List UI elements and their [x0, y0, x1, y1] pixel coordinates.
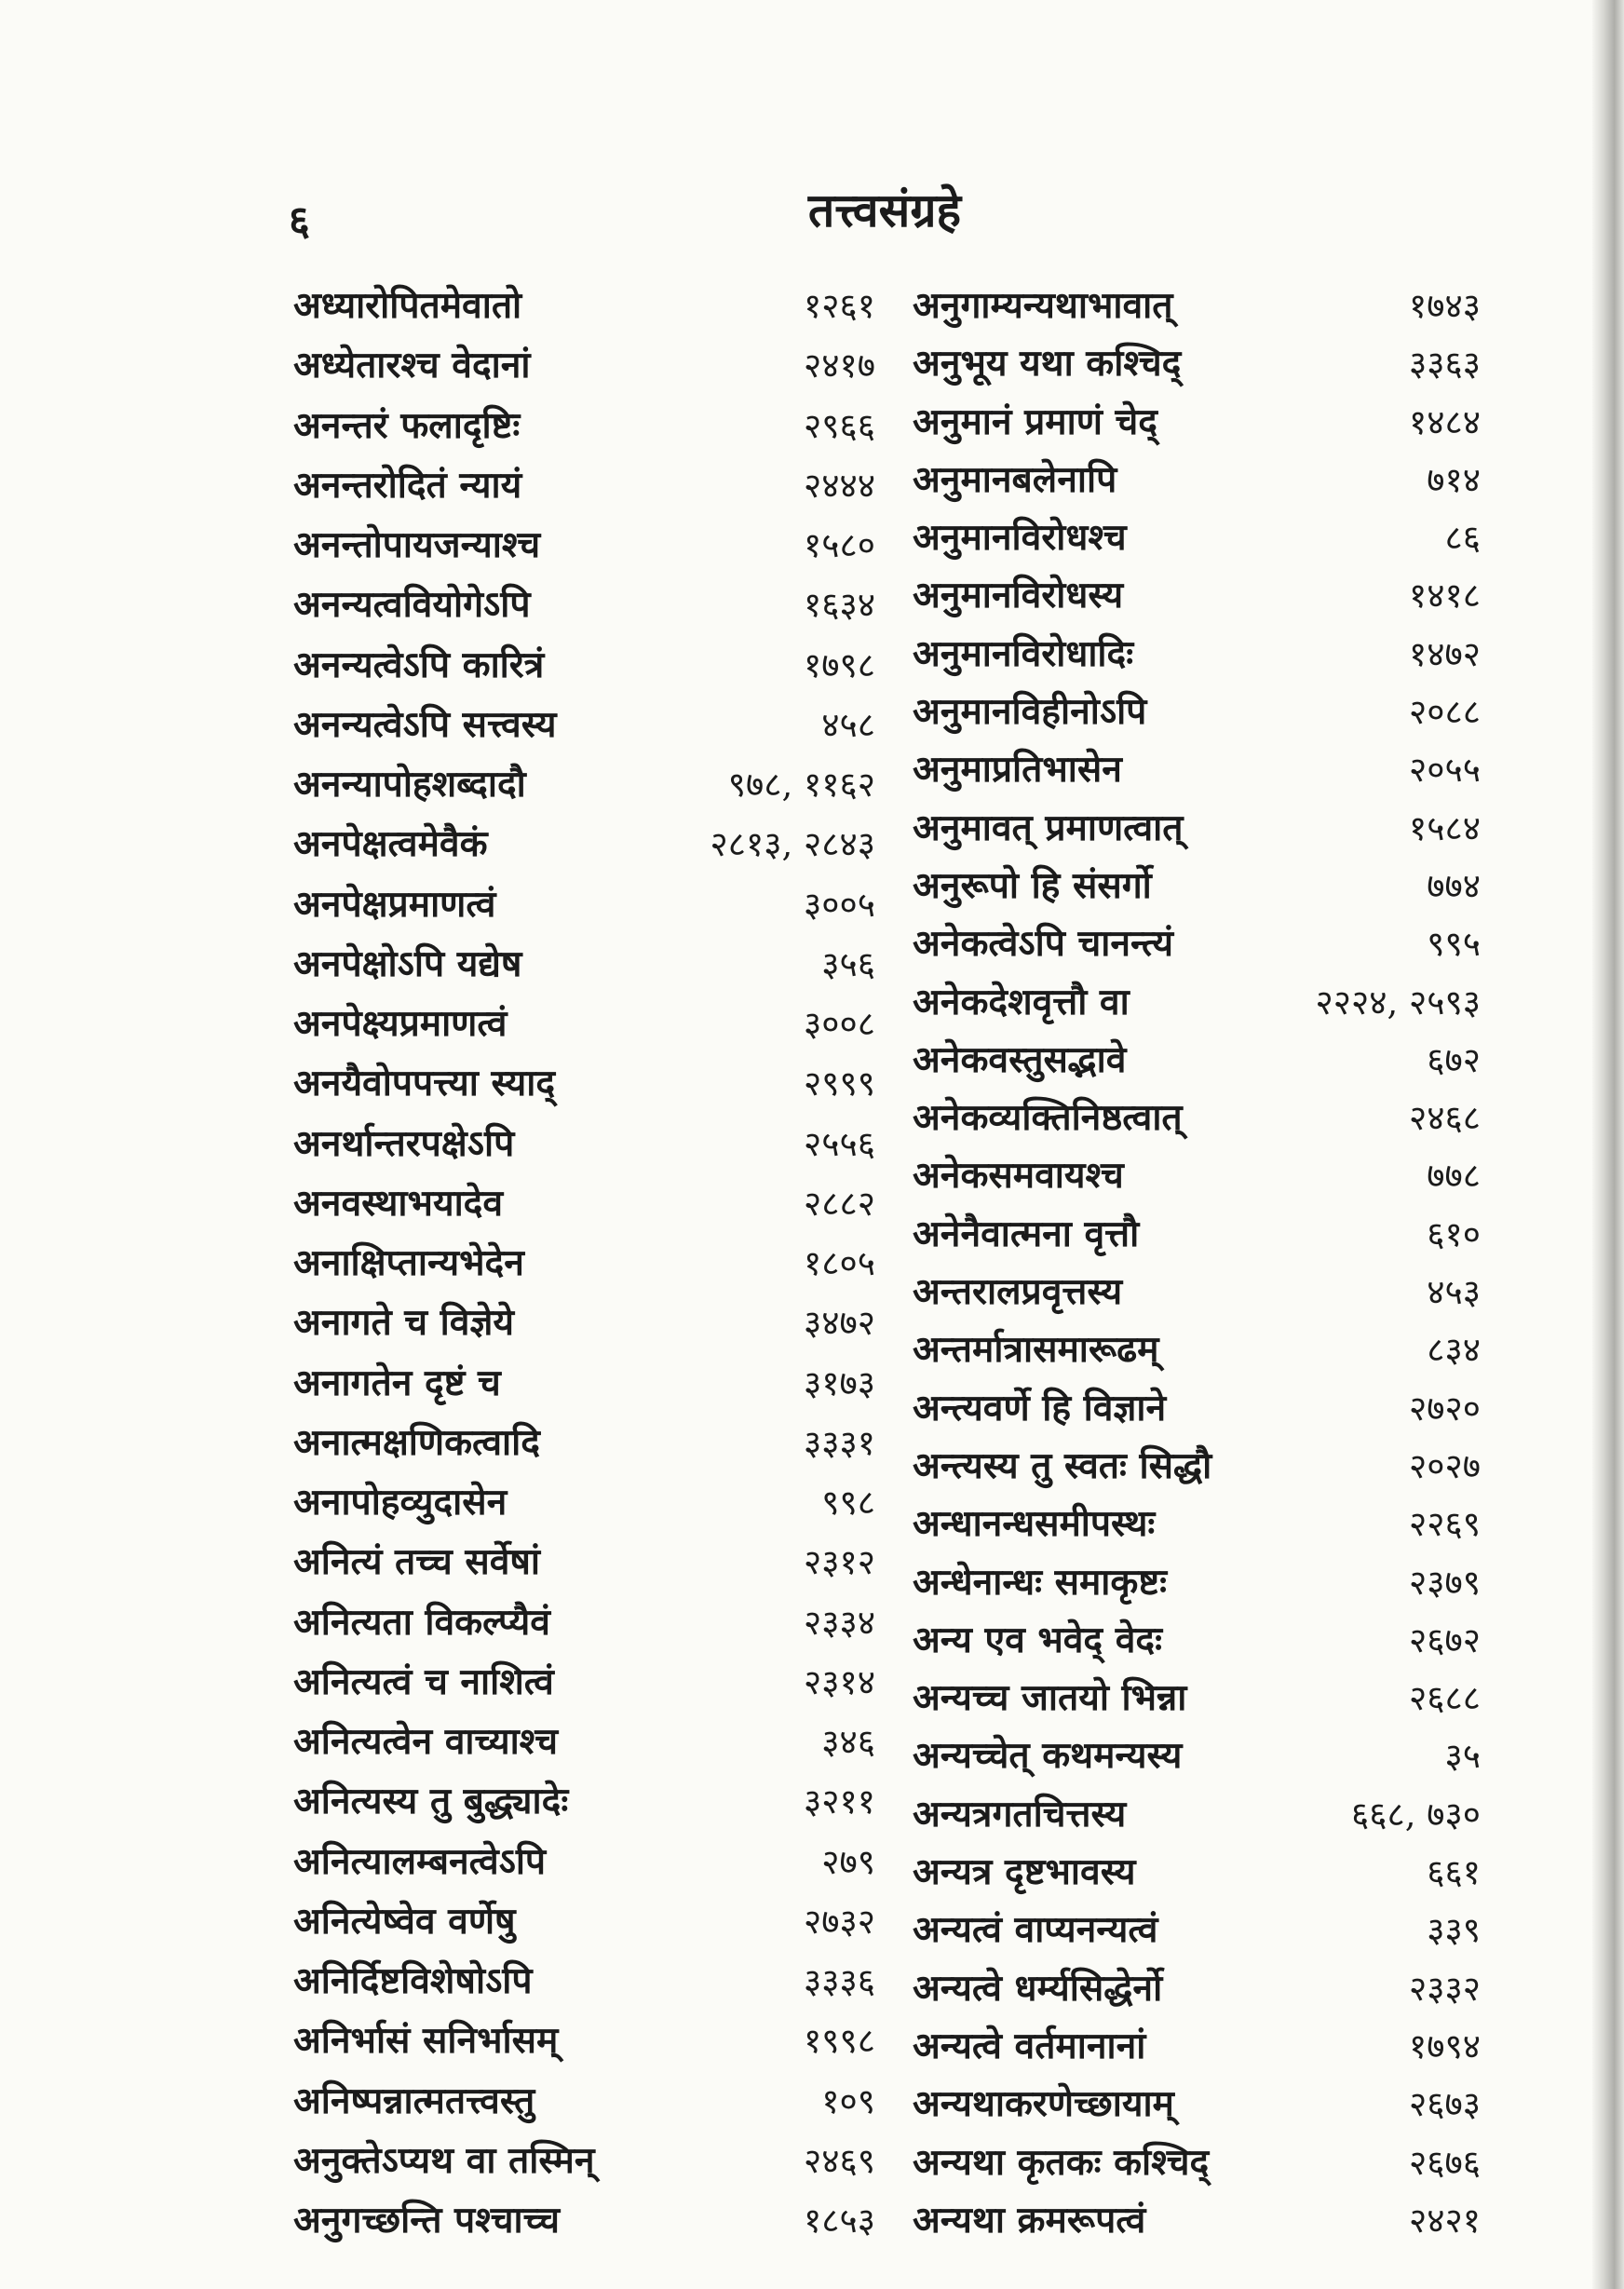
index-entry	[913, 1440, 1481, 1490]
index-entry	[913, 1266, 1481, 1316]
entry-verse-number: २०५५	[1409, 750, 1481, 791]
entry-verse-number: २५५६	[804, 1123, 875, 1164]
index-entry	[293, 1416, 875, 1467]
entry-verse-number: ७७८	[1427, 1156, 1481, 1197]
entry-headword: अनन्यत्ववियोगेऽपि	[293, 583, 531, 627]
entry-headword: अध्येतारश्च वेदानां	[293, 344, 531, 387]
entry-verse-number: २३१४	[804, 1661, 875, 1702]
entry-headword: अनेकदेशवृत्तौ वा	[913, 980, 1130, 1023]
entry-headword: अनापोहव्युदासेन	[293, 1481, 508, 1524]
index-entry	[293, 2014, 875, 2065]
entry-verse-number: ३१७३	[804, 1362, 875, 1403]
page-number: ६	[289, 197, 310, 245]
index-entry	[913, 1091, 1481, 1142]
entry-headword: अनागते च विज्ञेये	[293, 1301, 515, 1345]
entry-verse-number: १८०५	[804, 1243, 875, 1283]
index-entry	[293, 1357, 875, 1407]
entry-headword: अध्यारोपितमेवातो	[293, 284, 522, 327]
index-entry	[293, 1775, 875, 1825]
entry-headword: अन्यत्र दृष्टभावस्य	[913, 1850, 1136, 1894]
index-entry	[913, 2020, 1481, 2070]
entry-verse-number: २४६९	[804, 2140, 875, 2181]
index-entry	[293, 1177, 875, 1227]
index-entry	[913, 1208, 1481, 1258]
entry-verse-number: २३३२	[1409, 1968, 1481, 2009]
index-entry	[293, 279, 875, 330]
index-entry	[913, 2194, 1481, 2244]
entry-headword: अनुमानविरोधस्य	[913, 574, 1124, 617]
entry-headword: अनुमानं प्रमाणं चेद्	[913, 400, 1157, 443]
entry-headword: अनुमाप्रतिभासेन	[913, 748, 1122, 792]
index-entry	[913, 1323, 1481, 1374]
index-entry	[293, 997, 875, 1048]
entry-headword: अनन्तोपायजन्याश्च	[293, 523, 541, 566]
entry-headword: अन्त्यस्य तु स्वतः सिद्धौ	[913, 1443, 1212, 1487]
entry-headword: अनुभूय यथा कश्चिद्	[913, 342, 1182, 386]
entry-headword: अनिष्पन्नात्मतत्त्वस्तु	[293, 2079, 535, 2122]
entry-verse-number: २६८८	[1409, 1678, 1481, 1719]
entry-headword: अनुमानविरोधादिः	[913, 631, 1134, 675]
index-entry	[913, 1788, 1481, 1838]
entry-headword: अनेकव्यक्तिनिष्ठत्वात्	[913, 1096, 1183, 1140]
entry-verse-number: १२६१	[804, 286, 875, 326]
entry-headword: अनाक्षिप्तान्यभेदेन	[293, 1241, 524, 1284]
entry-headword: अनन्यत्वेऽपि कारित्रं	[293, 643, 545, 686]
page-edge-shadow	[1592, 0, 1624, 2289]
index-entry	[913, 1034, 1481, 1084]
entry-headword: अन्धेनान्धः समाकृष्टः	[913, 1560, 1167, 1604]
index-entry	[293, 400, 875, 450]
index-entry	[293, 1835, 875, 1886]
index-entry	[913, 1382, 1481, 1432]
entry-headword: अनुमानविरोधश्च	[913, 516, 1127, 560]
entry-headword: अन्तर्मात्रासमारूढम्	[913, 1328, 1159, 1372]
entry-headword: अनित्यं तच्च सर्वेषां	[293, 1540, 541, 1584]
entry-verse-number: ७१४	[1427, 459, 1481, 500]
entry-verse-number: १०९	[821, 2080, 875, 2121]
entry-headword: अनुगच्छन्ति पश्चाच्च	[293, 2199, 561, 2242]
entry-verse-number: ८३४	[1427, 1330, 1481, 1371]
entry-headword: अन्यत्वं वाप्यनन्यत्वं	[913, 1908, 1158, 1952]
entry-headword: अन्यथा क्रमरूपत्वं	[913, 2198, 1146, 2242]
index-entry	[913, 1497, 1481, 1548]
entry-headword: अन्तरालप्रवृत्तस्य	[913, 1270, 1123, 1314]
entry-headword: अनन्तरोदितं न्यायं	[293, 463, 522, 507]
entry-headword: अनुरूपो हि संसर्गो	[913, 863, 1152, 907]
entry-headword: अनेकवस्तुसद्भावे	[913, 1037, 1127, 1081]
index-entry	[913, 279, 1481, 330]
index-entry	[293, 1715, 875, 1766]
entry-headword: अन्त्यवर्णे हि विज्ञाने	[913, 1386, 1167, 1429]
entry-headword: अनित्येष्वेव वर्णेषु	[293, 1899, 516, 1943]
index-entry	[293, 1656, 875, 1706]
entry-verse-number: १९९८	[804, 2021, 875, 2062]
entry-verse-number: २७२०	[1409, 1388, 1481, 1429]
index-entry	[913, 396, 1481, 446]
entry-headword: अनात्मक्षणिकत्वादि	[293, 1420, 540, 1464]
entry-verse-number: २३१२	[804, 1542, 875, 1583]
index-entry	[913, 860, 1481, 910]
entry-headword: अनिर्दिष्टविशेषोऽपि	[293, 1959, 533, 2002]
index-entry	[293, 2075, 875, 2125]
index-entry	[913, 1149, 1481, 1199]
entry-verse-number: ८६	[1444, 518, 1481, 559]
index-entry	[293, 758, 875, 808]
entry-headword: अनपेक्ष्यप्रमाणत्वं	[293, 1002, 508, 1045]
entry-verse-number: ४५३	[1427, 1272, 1481, 1313]
entry-verse-number: २९९९	[804, 1063, 875, 1104]
index-entry	[913, 1556, 1481, 1606]
index-column-right	[913, 279, 1481, 2244]
index-entry	[293, 2134, 875, 2185]
entry-verse-number: २४२१	[1409, 2200, 1481, 2241]
entry-headword: अनन्तरं फलादृष्टिः	[293, 403, 521, 447]
entry-headword: अनुमानविहीनोऽपि	[913, 690, 1147, 734]
entry-verse-number: ३००८	[804, 1004, 875, 1044]
entry-verse-number: ९९८	[821, 1483, 875, 1523]
entry-verse-number: १५८०	[804, 525, 875, 565]
entry-verse-number: २२२४, २५९३	[1315, 982, 1481, 1023]
entry-headword: अनपेक्षप्रमाणत्वं	[293, 882, 496, 926]
entry-headword: अनन्यापोहशब्दादौ	[293, 763, 526, 806]
entry-verse-number: ३४७२	[804, 1303, 875, 1344]
index-entry	[293, 938, 875, 988]
entry-verse-number: २०२७	[1409, 1445, 1481, 1486]
entry-verse-number: ३००५	[804, 884, 875, 925]
entry-verse-number: ३४६	[821, 1722, 875, 1762]
entry-verse-number: ३५	[1444, 1736, 1481, 1777]
entry-headword: अनयैवोपपत्त्या स्याद्	[293, 1062, 556, 1105]
entry-headword: अनुक्तेऽप्यथ वा तस्मिन्	[293, 2138, 595, 2182]
index-entry	[913, 976, 1481, 1026]
entry-headword: अन्यत्वे वर्तमानानां	[913, 2024, 1146, 2067]
index-entry	[913, 1729, 1481, 1780]
index-entry	[913, 802, 1481, 852]
entry-verse-number: २०८८	[1409, 692, 1481, 733]
entry-verse-number: १५८४	[1409, 807, 1481, 848]
entry-verse-number: २८१३, २८४३	[710, 824, 875, 865]
entry-headword: अनेनैवात्मना वृत्तौ	[913, 1212, 1140, 1255]
index-entry	[293, 1596, 875, 1646]
entry-verse-number: १६३४	[804, 585, 875, 626]
entry-verse-number: ९९५	[1427, 924, 1481, 965]
entry-headword: अन्यत्रगतचित्तस्य	[913, 1792, 1127, 1835]
entry-verse-number: ६६१	[1427, 1852, 1481, 1893]
index-entry	[293, 459, 875, 509]
entry-headword: अन्यथा कृतकः कश्चिद्	[913, 2140, 1210, 2184]
entry-headword: अनवस्थाभयादेव	[293, 1181, 504, 1225]
index-entry	[913, 1846, 1481, 1896]
entry-headword: अनित्यत्वं च नाशित्वं	[293, 1659, 554, 1703]
entry-headword: अनेकत्वेऽपि चानन्त्यं	[913, 922, 1173, 966]
entry-headword: अनिर्भासं सनिर्भासम्	[293, 2019, 559, 2063]
entry-verse-number: १४८४	[1409, 401, 1481, 442]
entry-verse-number: २६७३	[1409, 2084, 1481, 2125]
entry-headword: अनागतेन दृष्टं च	[293, 1361, 501, 1404]
entry-verse-number: १७४३	[1409, 286, 1481, 326]
entry-headword: अन्यच्च जातयो भिन्ना	[913, 1676, 1187, 1720]
index-entry	[293, 519, 875, 569]
entry-headword: अनर्थान्तरपक्षेऽपि	[293, 1121, 515, 1165]
entry-verse-number: ४५८	[821, 704, 875, 745]
index-entry	[913, 1614, 1481, 1664]
index-entry	[913, 337, 1481, 387]
index-entry	[293, 578, 875, 629]
entry-headword: अन्धानन्धसमीपस्थः	[913, 1502, 1156, 1546]
entry-headword: अनित्यत्वेन वाच्याश्च	[293, 1720, 559, 1763]
entry-verse-number: २६७६	[1409, 2142, 1481, 2183]
running-title: तत्त्वसंग्रहे	[807, 183, 962, 237]
index-entry	[293, 1536, 875, 1586]
entry-headword: अन्यथाकरणेच्छायाम्	[913, 2082, 1174, 2126]
index-entry	[293, 1237, 875, 1287]
entry-headword: अन्यत्वे धर्म्यसिद्धेर्नो	[913, 1966, 1163, 2010]
index-entry	[913, 454, 1481, 504]
entry-verse-number: २७९	[821, 1841, 875, 1882]
entry-verse-number: ९७८, ११६२	[727, 765, 875, 805]
entry-headword: अनित्यस्य तु बुद्ध्यादेः	[293, 1780, 569, 1823]
index-entry	[913, 917, 1481, 968]
entry-verse-number: ३३३१	[804, 1422, 875, 1463]
entry-verse-number: ६१०	[1427, 1213, 1481, 1254]
index-entry	[913, 1672, 1481, 1722]
index-entry	[913, 1903, 1481, 1954]
index-entry	[293, 339, 875, 389]
entry-verse-number: १७९८	[804, 644, 875, 685]
entry-verse-number: २४६८	[1409, 1098, 1481, 1139]
entry-verse-number: १७९४	[1409, 2025, 1481, 2066]
entry-verse-number: २२६९	[1409, 1504, 1481, 1545]
index-entry	[293, 1117, 875, 1168]
entry-verse-number: २९६६	[804, 405, 875, 446]
entry-verse-number: ३३९	[1427, 1910, 1481, 1951]
entry-verse-number: २७३२	[804, 1901, 875, 1942]
index-entry	[293, 1955, 875, 2005]
index-entry	[913, 511, 1481, 562]
index-entry	[913, 569, 1481, 619]
index-entry	[293, 639, 875, 689]
index-entry	[913, 1962, 1481, 2012]
entry-verse-number: २३३४	[804, 1602, 875, 1643]
index-entry	[913, 2078, 1481, 2128]
index-entry	[293, 878, 875, 928]
entry-verse-number: १४१८	[1409, 576, 1481, 616]
entry-headword: अनुमानबलेनापि	[913, 457, 1117, 501]
index-entry	[913, 2136, 1481, 2187]
index-column-left	[293, 279, 875, 2244]
entry-headword: अनुगाम्यन्यथाभावात्	[913, 284, 1173, 327]
index-entry	[293, 1296, 875, 1347]
index-entry	[913, 685, 1481, 736]
index-entry	[913, 628, 1481, 678]
entry-verse-number: २८८२	[804, 1183, 875, 1224]
index-entry	[293, 1476, 875, 1526]
entry-headword: अनित्यता विकल्प्यैवं	[293, 1600, 550, 1644]
entry-headword: अनपेक्षोऽपि यद्येष	[293, 941, 522, 985]
index-entry	[293, 1895, 875, 1945]
entry-verse-number: २४४४	[804, 465, 875, 506]
index-entry	[913, 743, 1481, 793]
entry-verse-number: २४१७	[804, 345, 875, 386]
index-entry	[293, 1057, 875, 1107]
entry-verse-number: २६७२	[1409, 1619, 1481, 1660]
entry-headword: अनुमावत् प्रमाणत्वात्	[913, 806, 1184, 849]
entry-headword: अनेकसमवायश्च	[913, 1154, 1124, 1198]
entry-verse-number: २३७९	[1409, 1562, 1481, 1603]
entry-verse-number: १४७२	[1409, 633, 1481, 674]
entry-headword: अन्य एव भवेद् वेदः	[913, 1618, 1162, 1661]
entry-verse-number: ६७२	[1427, 1039, 1481, 1080]
entry-verse-number: ३३६३	[1409, 344, 1481, 385]
entry-verse-number: ७७४	[1427, 865, 1481, 906]
entry-verse-number: ३५६	[821, 943, 875, 984]
entry-verse-number: १८५३	[804, 2201, 875, 2241]
entry-verse-number: ६६८, ७३०	[1351, 1794, 1481, 1835]
entry-headword: अनित्यालम्बनत्वेऽपि	[293, 1839, 547, 1883]
entry-headword: अनपेक्षत्वमेवैकं	[293, 822, 488, 866]
entry-headword: अन्यच्चेत् कथमन्यस्य	[913, 1734, 1183, 1778]
index-entry	[293, 2194, 875, 2244]
entry-verse-number: ३२११	[804, 1781, 875, 1822]
index-entry	[293, 818, 875, 868]
entry-verse-number: ३३३६	[804, 1961, 875, 2001]
index-entry	[293, 698, 875, 749]
entry-headword: अनन्यत्वेऽपि सत्त्वस्य	[293, 702, 557, 746]
